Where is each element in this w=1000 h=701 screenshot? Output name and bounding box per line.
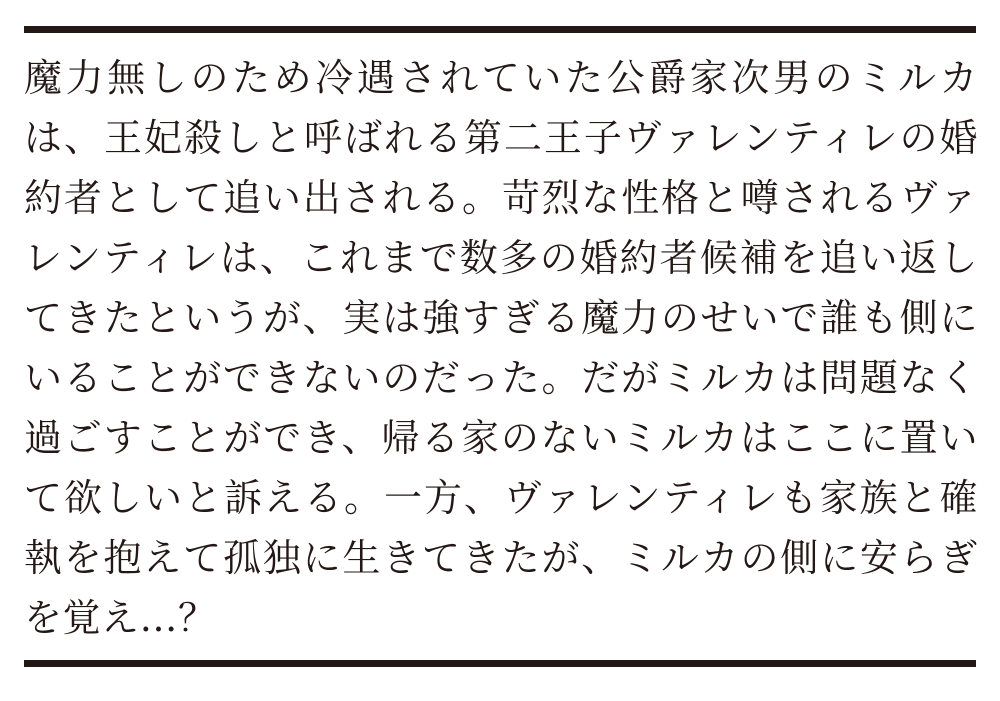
top-divider-rule <box>24 26 976 33</box>
bottom-divider-rule <box>24 660 976 667</box>
synopsis-body-text: 魔力無しのため冷遇されていた公爵家次男のミルカは、王妃殺しと呼ばれる第二王子ヴァレンティレの婚約者として追い出される。苛烈な性格と噂されるヴァレンティレは、これまで数多の婚約者候補を追い返してきたというが、実は強すぎる魔力のせいで誰も側にいることができないのだった。だがミルカは問題なく過ごすことができ、帰る家のないミルカはここに置いて欲しいと訴える。一方、ヴァレンティレも家族と確執を抱えて孤独に生きてきたが、ミルカの側に安らぎを覚え…？ <box>24 56 978 640</box>
